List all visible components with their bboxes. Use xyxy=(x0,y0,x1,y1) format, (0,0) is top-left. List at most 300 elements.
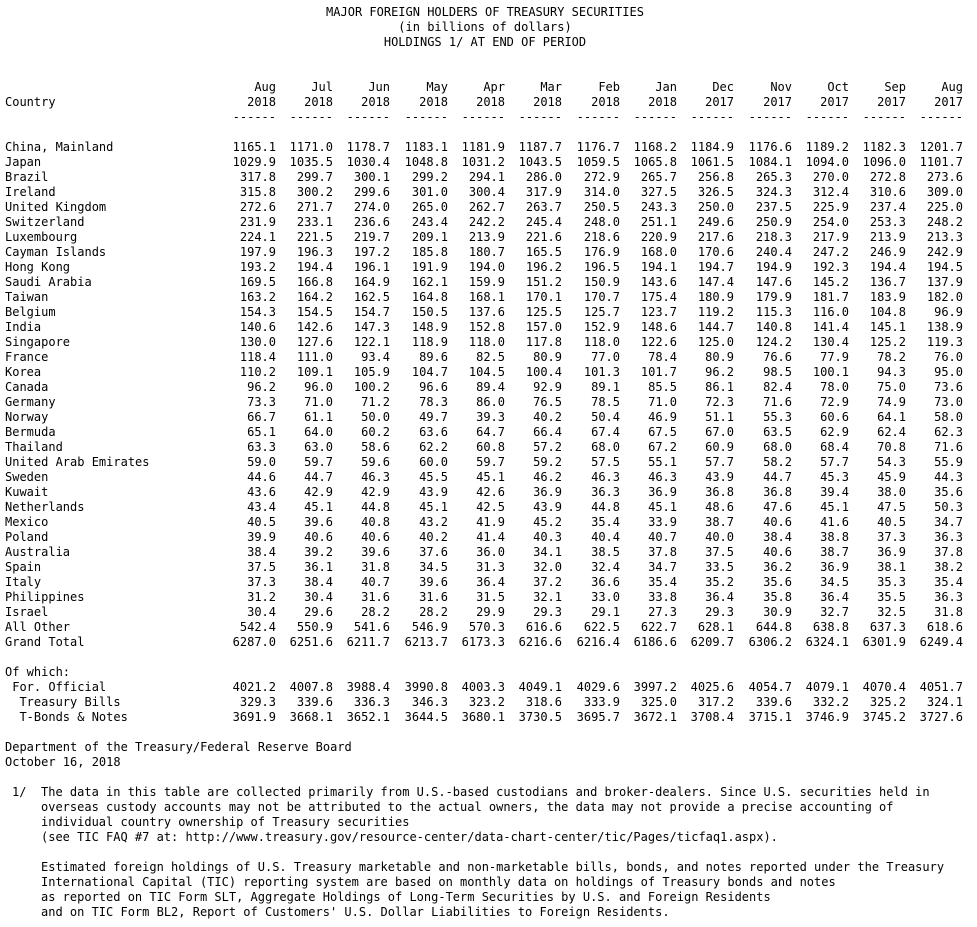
holding-value: 152.8 xyxy=(468,320,505,334)
holding-value: 49.7 xyxy=(419,410,448,424)
table-row xyxy=(5,500,970,515)
column-header-rule: ------ xyxy=(461,110,505,124)
holding-value: 3668.1 xyxy=(289,710,333,724)
holding-value: 248.0 xyxy=(583,215,620,229)
holding-value: 242.9 xyxy=(926,245,963,259)
column-header-rule: ------ xyxy=(805,110,849,124)
table-row xyxy=(5,590,970,605)
holding-value: 33.5 xyxy=(705,560,734,574)
holding-value: 40.7 xyxy=(648,530,677,544)
country-name: Luxembourg xyxy=(5,230,78,244)
holding-value: 154.3 xyxy=(239,305,276,319)
table-row xyxy=(5,305,970,320)
holding-value: 541.6 xyxy=(353,620,390,634)
country-name: Italy xyxy=(5,575,42,589)
holding-value: 1201.7 xyxy=(919,140,963,154)
holding-value: 180.9 xyxy=(697,290,734,304)
title-line-3: HOLDINGS 1/ AT END OF PERIOD xyxy=(383,35,587,49)
holding-value: 31.6 xyxy=(419,590,448,604)
holding-value: 67.2 xyxy=(648,440,677,454)
country-column-header: Country xyxy=(5,95,56,109)
holding-value: 1048.8 xyxy=(404,155,448,169)
column-header-year: 2018 xyxy=(648,95,677,109)
holding-value: 36.3 xyxy=(934,530,963,544)
table-row xyxy=(5,485,970,500)
holding-value: 42.6 xyxy=(476,485,505,499)
column-header-month: Jan xyxy=(655,80,677,94)
holding-value: 300.4 xyxy=(468,185,505,199)
holding-value: 194.7 xyxy=(697,260,734,274)
holding-value: 93.4 xyxy=(361,350,390,364)
holding-value: 57.7 xyxy=(820,455,849,469)
holding-value: 31.5 xyxy=(476,590,505,604)
holding-value: 73.3 xyxy=(247,395,276,409)
holding-value: 68.0 xyxy=(591,440,620,454)
holding-value: 63.0 xyxy=(304,440,333,454)
holding-value: 150.5 xyxy=(411,305,448,319)
holding-value: 1065.8 xyxy=(633,155,677,169)
holding-value: 122.1 xyxy=(353,335,390,349)
holding-value: 1029.9 xyxy=(232,155,276,169)
holding-value: 4070.4 xyxy=(862,680,906,694)
holding-value: 38.5 xyxy=(591,545,620,559)
country-name: Japan xyxy=(5,155,42,169)
country-name: Kuwait xyxy=(5,485,49,499)
holding-value: 35.6 xyxy=(934,485,963,499)
column-header-rule: ------ xyxy=(289,110,333,124)
holding-value: 70.8 xyxy=(877,440,906,454)
table-row xyxy=(5,335,970,350)
column-header-year: 2017 xyxy=(877,95,906,109)
holding-value: 147.4 xyxy=(697,275,734,289)
holding-value: 45.1 xyxy=(304,500,333,514)
table-row xyxy=(5,695,970,710)
holding-value: 6213.7 xyxy=(404,635,448,649)
holding-value: 92.9 xyxy=(533,380,562,394)
holding-value: 140.6 xyxy=(239,320,276,334)
holding-value: 3730.5 xyxy=(518,710,562,724)
holding-value: 147.3 xyxy=(353,320,390,334)
column-header-year: 2017 xyxy=(820,95,849,109)
holding-value: 98.5 xyxy=(763,365,792,379)
holding-value: 89.1 xyxy=(591,380,620,394)
holding-value: 336.3 xyxy=(353,695,390,709)
holding-value: 59.6 xyxy=(361,455,390,469)
holding-value: 44.3 xyxy=(934,470,963,484)
holding-value: 546.9 xyxy=(411,620,448,634)
holding-value: 6287.0 xyxy=(232,635,276,649)
holding-value: 34.1 xyxy=(533,545,562,559)
holding-value: 233.1 xyxy=(296,215,333,229)
holding-value: 43.9 xyxy=(533,500,562,514)
holding-value: 45.9 xyxy=(877,470,906,484)
holding-value: 96.2 xyxy=(247,380,276,394)
holding-value: 71.2 xyxy=(361,395,390,409)
holding-value: 59.2 xyxy=(533,455,562,469)
country-name: Korea xyxy=(5,365,42,379)
holding-value: 209.1 xyxy=(411,230,448,244)
holding-value: 96.2 xyxy=(705,365,734,379)
holding-value: 165.5 xyxy=(525,245,562,259)
holding-value: 225.0 xyxy=(926,200,963,214)
holding-value: 312.4 xyxy=(812,185,849,199)
holding-value: 29.3 xyxy=(705,605,734,619)
table-row xyxy=(5,515,970,530)
holding-value: 309.0 xyxy=(926,185,963,199)
column-header-month: Feb xyxy=(598,80,620,94)
holding-value: 119.3 xyxy=(926,335,963,349)
holding-value: 301.0 xyxy=(411,185,448,199)
holding-value: 46.3 xyxy=(648,470,677,484)
table-row xyxy=(5,185,970,200)
holding-value: 618.6 xyxy=(926,620,963,634)
table-row xyxy=(5,425,970,440)
country-name: Mexico xyxy=(5,515,49,529)
holding-value: 76.6 xyxy=(763,350,792,364)
holding-value: 127.6 xyxy=(296,335,333,349)
holding-value: 3990.8 xyxy=(404,680,448,694)
holding-value: 35.2 xyxy=(705,575,734,589)
holding-value: 193.2 xyxy=(239,260,276,274)
holding-value: 78.5 xyxy=(591,395,620,409)
holding-value: 60.0 xyxy=(419,455,448,469)
holding-value: 101.3 xyxy=(583,365,620,379)
holding-value: 77.0 xyxy=(591,350,620,364)
holding-value: 45.3 xyxy=(820,470,849,484)
holding-value: 58.0 xyxy=(934,410,963,424)
holding-value: 55.3 xyxy=(763,410,792,424)
holding-value: 247.2 xyxy=(812,245,849,259)
holding-value: 58.2 xyxy=(763,455,792,469)
holding-value: 46.2 xyxy=(533,470,562,484)
country-name: Netherlands xyxy=(5,500,85,514)
table-row xyxy=(5,395,970,410)
holding-value: 62.2 xyxy=(419,440,448,454)
column-header-month: Aug xyxy=(941,80,963,94)
country-name: Switzerland xyxy=(5,215,85,229)
holding-value: 125.7 xyxy=(583,305,620,319)
country-name: Hong Kong xyxy=(5,260,71,274)
holding-value: 176.9 xyxy=(583,245,620,259)
holding-value: 196.5 xyxy=(583,260,620,274)
holding-value: 44.8 xyxy=(361,500,390,514)
holding-value: 35.6 xyxy=(763,575,792,589)
holding-value: 3715.1 xyxy=(748,710,792,724)
column-header-month: Mar xyxy=(540,80,562,94)
table-row xyxy=(5,605,970,620)
holding-value: 119.2 xyxy=(697,305,734,319)
holding-value: 125.0 xyxy=(697,335,734,349)
holding-value: 315.8 xyxy=(239,185,276,199)
holding-value: 96.6 xyxy=(419,380,448,394)
holding-value: 194.4 xyxy=(869,260,906,274)
country-name: Philippines xyxy=(5,590,85,604)
holding-value: 265.7 xyxy=(640,170,677,184)
column-header-month: Sep xyxy=(884,80,906,94)
holding-value: 3695.7 xyxy=(576,710,620,724)
holding-value: 78.2 xyxy=(877,350,906,364)
column-header-year: 2018 xyxy=(476,95,505,109)
holding-value: 254.0 xyxy=(812,215,849,229)
holding-value: 100.4 xyxy=(525,365,562,379)
holding-value: 1094.0 xyxy=(805,155,849,169)
holding-value: 317.9 xyxy=(525,185,562,199)
holding-value: 57.2 xyxy=(533,440,562,454)
holding-value: 6251.6 xyxy=(289,635,333,649)
holding-value: 622.5 xyxy=(583,620,620,634)
holding-value: 82.4 xyxy=(763,380,792,394)
holding-value: 77.9 xyxy=(820,350,849,364)
holding-value: 58.6 xyxy=(361,440,390,454)
holding-value: 3644.5 xyxy=(404,710,448,724)
holding-value: 36.9 xyxy=(533,485,562,499)
column-header-year: 2018 xyxy=(419,95,448,109)
holding-value: 125.5 xyxy=(525,305,562,319)
holding-value: 60.2 xyxy=(361,425,390,439)
column-header-rule: ------ xyxy=(232,110,276,124)
table-row xyxy=(5,440,970,455)
holding-value: 224.1 xyxy=(239,230,276,244)
table-row xyxy=(5,245,970,260)
holding-value: 47.5 xyxy=(877,500,906,514)
holding-value: 157.0 xyxy=(525,320,562,334)
source-agency: Department of the Treasury/Federal Reserve Board xyxy=(5,740,352,754)
holding-value: 36.4 xyxy=(476,575,505,589)
holding-value: 45.1 xyxy=(476,470,505,484)
holding-value: 245.4 xyxy=(525,215,562,229)
holding-value: 30.4 xyxy=(304,590,333,604)
holding-value: 46.9 xyxy=(648,410,677,424)
holding-value: 34.5 xyxy=(820,575,849,589)
holding-value: 38.2 xyxy=(934,560,963,574)
footnote-marker: 1/ xyxy=(12,785,27,799)
table-row xyxy=(5,260,970,275)
column-header-month: Jul xyxy=(311,80,333,94)
holding-value: 32.4 xyxy=(591,560,620,574)
holding-value: 43.4 xyxy=(247,500,276,514)
holding-value: 32.5 xyxy=(877,605,906,619)
holding-value: 44.6 xyxy=(247,470,276,484)
holding-value: 34.5 xyxy=(419,560,448,574)
holding-value: 286.0 xyxy=(525,170,562,184)
holding-value: 550.9 xyxy=(296,620,333,634)
holding-value: 152.9 xyxy=(583,320,620,334)
holding-value: 40.5 xyxy=(877,515,906,529)
holding-value: 145.2 xyxy=(812,275,849,289)
country-name: United Kingdom xyxy=(5,200,107,214)
holding-value: 542.4 xyxy=(239,620,276,634)
holding-value: 29.9 xyxy=(476,605,505,619)
holding-value: 32.0 xyxy=(533,560,562,574)
country-name: India xyxy=(5,320,42,334)
holding-value: 66.4 xyxy=(533,425,562,439)
column-header-rule: ------ xyxy=(748,110,792,124)
holding-value: 30.4 xyxy=(247,605,276,619)
country-name: Brazil xyxy=(5,170,49,184)
table-row xyxy=(5,530,970,545)
holding-value: 236.6 xyxy=(353,215,390,229)
holding-value: 38.1 xyxy=(877,560,906,574)
holding-value: 60.6 xyxy=(820,410,849,424)
holding-value: 33.8 xyxy=(648,590,677,604)
holding-value: 6211.7 xyxy=(346,635,390,649)
holding-value: 225.9 xyxy=(812,200,849,214)
country-name: Belgium xyxy=(5,305,56,319)
column-header-month: Dec xyxy=(712,80,734,94)
holding-value: 249.6 xyxy=(697,215,734,229)
holding-value: 346.3 xyxy=(411,695,448,709)
holding-value: 31.2 xyxy=(247,590,276,604)
holding-value: 1184.9 xyxy=(690,140,734,154)
holding-value: 339.6 xyxy=(755,695,792,709)
holding-value: 36.9 xyxy=(820,560,849,574)
holding-value: 104.7 xyxy=(411,365,448,379)
holding-value: 150.9 xyxy=(583,275,620,289)
holding-value: 323.2 xyxy=(468,695,505,709)
country-name: Poland xyxy=(5,530,49,544)
holding-value: 251.1 xyxy=(640,215,677,229)
holding-value: 42.9 xyxy=(304,485,333,499)
holding-value: 332.2 xyxy=(812,695,849,709)
holding-value: 47.6 xyxy=(763,500,792,514)
holding-value: 32.1 xyxy=(533,590,562,604)
holding-value: 194.1 xyxy=(640,260,677,274)
holding-value: 29.6 xyxy=(304,605,333,619)
holding-value: 218.6 xyxy=(583,230,620,244)
title-line-1: MAJOR FOREIGN HOLDERS OF TREASURY SECURITIES xyxy=(326,5,644,19)
holding-value: 329.3 xyxy=(239,695,276,709)
holding-value: 68.0 xyxy=(763,440,792,454)
holding-value: 37.3 xyxy=(247,575,276,589)
holding-value: 38.7 xyxy=(705,515,734,529)
table-row xyxy=(5,290,970,305)
holding-value: 36.1 xyxy=(304,560,333,574)
holding-value: 45.1 xyxy=(419,500,448,514)
holding-value: 272.6 xyxy=(239,200,276,214)
holding-value: 4003.3 xyxy=(461,680,505,694)
holding-value: 246.9 xyxy=(869,245,906,259)
holding-value: 317.2 xyxy=(697,695,734,709)
holding-value: 130.4 xyxy=(812,335,849,349)
holding-value: 44.7 xyxy=(304,470,333,484)
holding-value: 28.2 xyxy=(419,605,448,619)
holding-value: 32.7 xyxy=(820,605,849,619)
holding-value: 36.4 xyxy=(820,590,849,604)
holding-value: 250.9 xyxy=(755,215,792,229)
holding-value: 148.9 xyxy=(411,320,448,334)
holding-value: 104.5 xyxy=(468,365,505,379)
holding-value: 40.2 xyxy=(533,410,562,424)
of-which-label: Of which: xyxy=(5,665,71,679)
holding-value: 164.2 xyxy=(296,290,333,304)
holding-value: 36.9 xyxy=(648,485,677,499)
holding-value: 50.4 xyxy=(591,410,620,424)
table-row xyxy=(5,275,970,290)
holding-value: 37.2 xyxy=(533,575,562,589)
holding-value: 40.5 xyxy=(247,515,276,529)
holding-value: 148.6 xyxy=(640,320,677,334)
holding-value: 179.9 xyxy=(755,290,792,304)
holding-value: 318.6 xyxy=(525,695,562,709)
holding-value: 124.2 xyxy=(755,335,792,349)
holding-value: 294.1 xyxy=(468,170,505,184)
holding-value: 6173.3 xyxy=(461,635,505,649)
holding-value: 59.7 xyxy=(304,455,333,469)
holding-value: 271.7 xyxy=(296,200,333,214)
holding-value: 262.7 xyxy=(468,200,505,214)
holding-value: 163.2 xyxy=(239,290,276,304)
holding-value: 33.9 xyxy=(648,515,677,529)
holding-value: 4007.8 xyxy=(289,680,333,694)
holding-value: 63.3 xyxy=(247,440,276,454)
holding-value: 170.6 xyxy=(697,245,734,259)
holding-value: 72.3 xyxy=(705,395,734,409)
holding-value: 185.8 xyxy=(411,245,448,259)
holding-value: 4021.2 xyxy=(232,680,276,694)
holding-value: 196.2 xyxy=(525,260,562,274)
table-row xyxy=(5,455,970,470)
holding-value: 181.7 xyxy=(812,290,849,304)
column-header-year: 2018 xyxy=(361,95,390,109)
holding-value: 27.3 xyxy=(648,605,677,619)
holding-value: 36.3 xyxy=(591,485,620,499)
holding-value: 140.8 xyxy=(755,320,792,334)
holding-value: 55.9 xyxy=(934,455,963,469)
holding-value: 36.6 xyxy=(591,575,620,589)
column-header-rule: ------ xyxy=(633,110,677,124)
holding-value: 622.7 xyxy=(640,620,677,634)
title-line-2: (in billions of dollars) xyxy=(398,20,572,34)
table-row xyxy=(5,155,970,170)
holding-value: 51.1 xyxy=(705,410,734,424)
holding-value: 164.9 xyxy=(353,275,390,289)
holding-value: 64.0 xyxy=(304,425,333,439)
holding-value: 1165.1 xyxy=(232,140,276,154)
country-name: Israel xyxy=(5,605,49,619)
holding-value: 59.0 xyxy=(247,455,276,469)
country-name: Taiwan xyxy=(5,290,49,304)
holding-value: 38.4 xyxy=(763,530,792,544)
country-name: For. Official xyxy=(5,680,107,694)
holding-value: 82.5 xyxy=(476,350,505,364)
holding-value: 43.9 xyxy=(705,470,734,484)
holding-value: 192.3 xyxy=(812,260,849,274)
holding-value: 4079.1 xyxy=(805,680,849,694)
holding-value: 274.0 xyxy=(353,200,390,214)
holding-value: 44.8 xyxy=(591,500,620,514)
holding-value: 243.3 xyxy=(640,200,677,214)
holding-value: 40.4 xyxy=(591,530,620,544)
holding-value: 62.9 xyxy=(820,425,849,439)
holding-value: 54.3 xyxy=(877,455,906,469)
column-header-rule: ------ xyxy=(518,110,562,124)
holding-value: 6209.7 xyxy=(690,635,734,649)
holding-value: 35.5 xyxy=(877,590,906,604)
holding-value: 62.3 xyxy=(934,425,963,439)
holding-value: 67.0 xyxy=(705,425,734,439)
holding-value: 46.3 xyxy=(591,470,620,484)
holding-value: 130.0 xyxy=(239,335,276,349)
holding-value: 237.5 xyxy=(755,200,792,214)
country-name: Canada xyxy=(5,380,49,394)
column-header-month: Apr xyxy=(483,80,505,94)
holding-value: 125.2 xyxy=(869,335,906,349)
holding-value: 143.6 xyxy=(640,275,677,289)
holding-value: 242.2 xyxy=(468,215,505,229)
holding-value: 168.0 xyxy=(640,245,677,259)
holding-value: 39.9 xyxy=(247,530,276,544)
table-row xyxy=(5,575,970,590)
